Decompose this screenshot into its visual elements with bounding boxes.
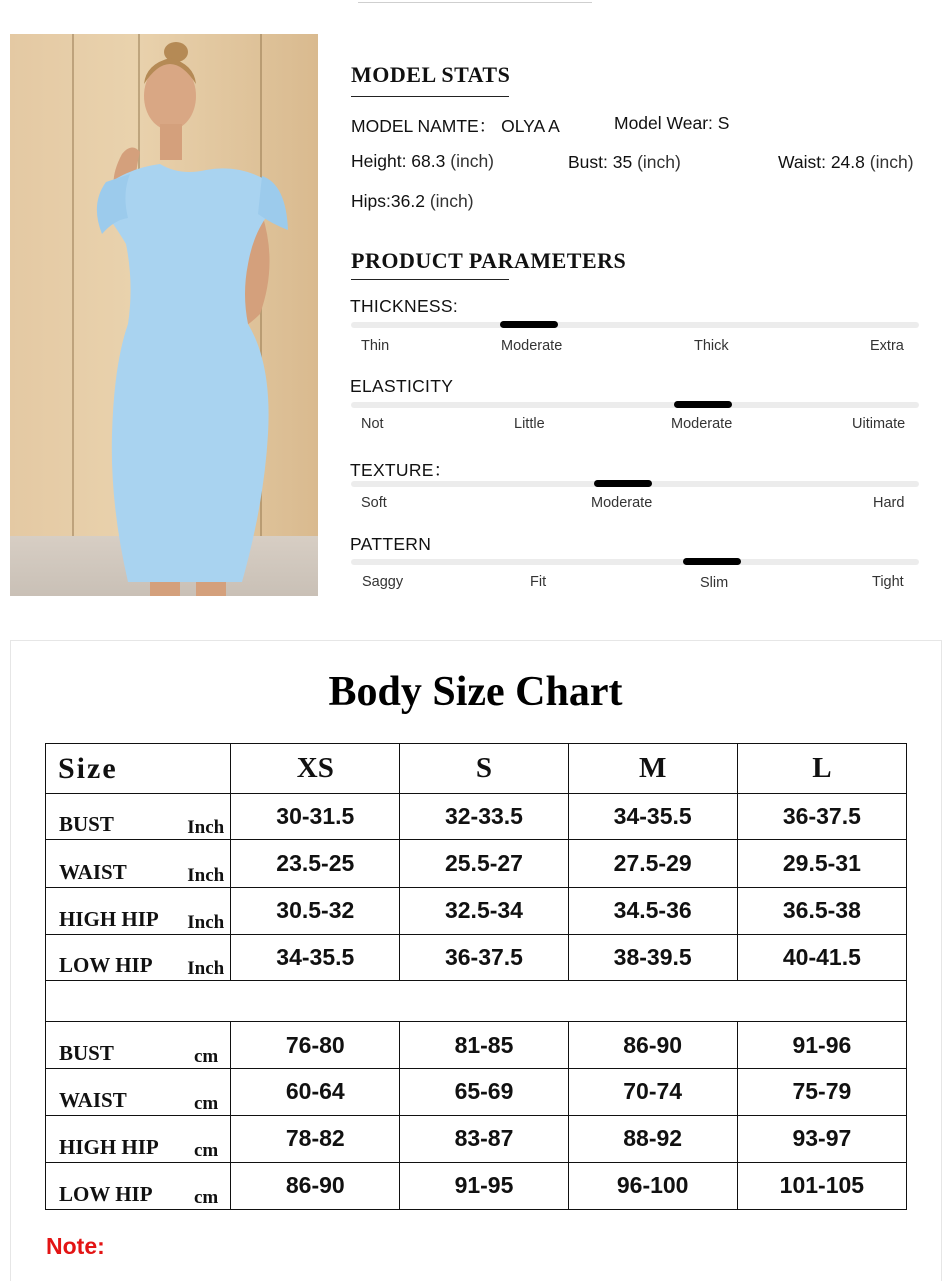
size-value: 36-37.5 xyxy=(400,934,568,980)
model-bust: Bust: 35 (inch) xyxy=(568,152,681,172)
size-header-label: Size xyxy=(46,744,231,794)
param-pattern-tick: Fit xyxy=(530,574,547,590)
size-value: 36-37.5 xyxy=(737,794,906,840)
row-unit: cm xyxy=(193,1187,219,1208)
param-elasticity-label: ELASTICITY xyxy=(350,376,454,396)
size-value: 34.5-36 xyxy=(568,887,737,934)
row-unit: cm xyxy=(193,1046,219,1068)
param-thickness-tick: Extra xyxy=(870,338,904,354)
size-value: 27.5-29 xyxy=(568,840,737,887)
param-pattern-tick: Slim xyxy=(700,575,729,591)
size-value: 91-96 xyxy=(737,1022,906,1069)
param-thickness-tick: Moderate xyxy=(501,338,563,354)
row-label-cell xyxy=(46,794,231,840)
table-row xyxy=(46,1022,907,1069)
row-name: BUST xyxy=(59,1041,114,1066)
size-value: 96-100 xyxy=(568,1162,737,1209)
row-label-cell xyxy=(46,1069,231,1115)
row-unit: cm xyxy=(193,1092,219,1114)
size-value: 86-90 xyxy=(231,1162,400,1209)
param-pattern-indicator xyxy=(683,558,741,565)
param-pattern-tick: Tight xyxy=(872,574,904,590)
param-thickness-tick: Thin xyxy=(361,338,390,354)
row-unit: Inch xyxy=(187,864,225,886)
size-s-header: S xyxy=(400,744,568,794)
size-value: 81-85 xyxy=(400,1022,568,1069)
size-value: 83-87 xyxy=(400,1115,568,1162)
row-unit: Inch xyxy=(187,911,225,933)
param-texture-label: TEXTURE： xyxy=(350,460,452,480)
param-pattern-tick: Saggy xyxy=(362,574,404,590)
size-m-header: M xyxy=(568,744,737,794)
size-chart-table xyxy=(45,743,907,1210)
param-thickness-track xyxy=(351,322,919,328)
model-hips: Hips:36.2 (inch) xyxy=(351,191,474,211)
spacer-cell xyxy=(46,980,907,1021)
param-elasticity-track xyxy=(351,402,919,408)
size-xs-header: XS xyxy=(231,744,400,794)
row-name: HIGH HIP xyxy=(59,906,159,931)
size-value: 65-69 xyxy=(400,1069,568,1115)
product-parameters-title: PRODUCT PARAMETERS xyxy=(351,248,627,273)
size-value: 101-105 xyxy=(737,1162,906,1209)
size-value: 40-41.5 xyxy=(737,934,906,980)
size-value: 88-92 xyxy=(568,1115,737,1162)
row-label-cell xyxy=(46,1022,231,1069)
size-value: 23.5-25 xyxy=(231,840,400,887)
row-unit: Inch xyxy=(187,957,225,979)
row-name: WAIST xyxy=(59,859,127,884)
row-name: BUST xyxy=(59,812,114,837)
size-value: 30.5-32 xyxy=(231,887,400,934)
param-elasticity-tick: Moderate xyxy=(671,416,733,432)
size-value: 78-82 xyxy=(231,1115,400,1162)
size-value: 32-33.5 xyxy=(400,794,568,840)
size-chart-title: Body Size Chart xyxy=(328,669,623,715)
size-value: 76-80 xyxy=(231,1022,400,1069)
param-texture-indicator xyxy=(594,480,652,487)
size-value: 34-35.5 xyxy=(231,934,400,980)
param-elasticity-tick: Uitimate xyxy=(852,416,906,432)
param-texture-track xyxy=(351,481,919,487)
param-pattern-track xyxy=(351,559,919,565)
table-row xyxy=(46,934,907,980)
row-name: LOW HIP xyxy=(59,1182,153,1206)
row-label-cell xyxy=(46,934,231,980)
row-unit: Inch xyxy=(187,817,225,839)
size-value: 86-90 xyxy=(568,1022,737,1069)
model-waist: Waist: 24.8 (inch) xyxy=(778,152,914,172)
model-name: MODEL NAMTE： OLYA A xyxy=(351,116,560,136)
table-row xyxy=(46,887,907,934)
size-value: 30-31.5 xyxy=(231,794,400,840)
row-name: LOW HIP xyxy=(59,952,153,977)
size-l-header: L xyxy=(737,744,906,794)
size-value: 70-74 xyxy=(568,1069,737,1115)
table-row xyxy=(46,794,907,840)
param-thickness-label: THICKNESS: xyxy=(350,296,459,316)
model-stats-title: MODEL STATS xyxy=(351,62,511,87)
table-row xyxy=(46,1115,907,1162)
size-value: 38-39.5 xyxy=(568,934,737,980)
table-row xyxy=(46,1069,907,1115)
param-texture-tick: Hard xyxy=(873,495,905,511)
size-value: 29.5-31 xyxy=(737,840,906,887)
param-texture-tick: Moderate xyxy=(591,495,653,511)
size-value: 91-95 xyxy=(400,1162,568,1209)
model-illustration xyxy=(10,34,318,596)
size-value: 75-79 xyxy=(737,1069,906,1115)
param-elasticity-tick: Little xyxy=(514,416,545,432)
row-label-cell xyxy=(46,1115,231,1162)
param-texture-tick: Soft xyxy=(361,495,387,511)
size-value: 36.5-38 xyxy=(737,887,906,934)
table-row xyxy=(46,840,907,887)
table-row xyxy=(46,1162,907,1209)
model-stats-underline xyxy=(351,96,509,97)
row-unit: cm xyxy=(193,1139,219,1161)
param-elasticity-indicator xyxy=(674,401,732,408)
product-parameters-underline xyxy=(351,279,509,280)
size-value: 25.5-27 xyxy=(400,840,568,887)
note-label: Note: xyxy=(46,1233,105,1259)
spacer-row xyxy=(46,980,907,1021)
param-thickness-tick: Thick xyxy=(694,338,729,354)
product-photo xyxy=(10,34,318,596)
size-value: 93-97 xyxy=(737,1115,906,1162)
param-elasticity-tick: Not xyxy=(361,416,384,432)
row-label-cell xyxy=(46,1162,231,1209)
param-thickness-indicator xyxy=(500,321,558,328)
row-name: HIGH HIP xyxy=(59,1134,159,1159)
row-label-cell xyxy=(46,887,231,934)
size-header-row xyxy=(46,744,907,794)
row-label-cell xyxy=(46,840,231,887)
row-name: WAIST xyxy=(59,1087,127,1112)
param-pattern-label: PATTERN xyxy=(350,534,432,554)
size-value: 60-64 xyxy=(231,1069,400,1115)
size-value: 34-35.5 xyxy=(568,794,737,840)
size-value: 32.5-34 xyxy=(400,887,568,934)
model-wear: Model Wear: S xyxy=(614,113,730,133)
top-divider xyxy=(358,2,592,3)
model-height: Height: 68.3 (inch) xyxy=(351,151,495,171)
